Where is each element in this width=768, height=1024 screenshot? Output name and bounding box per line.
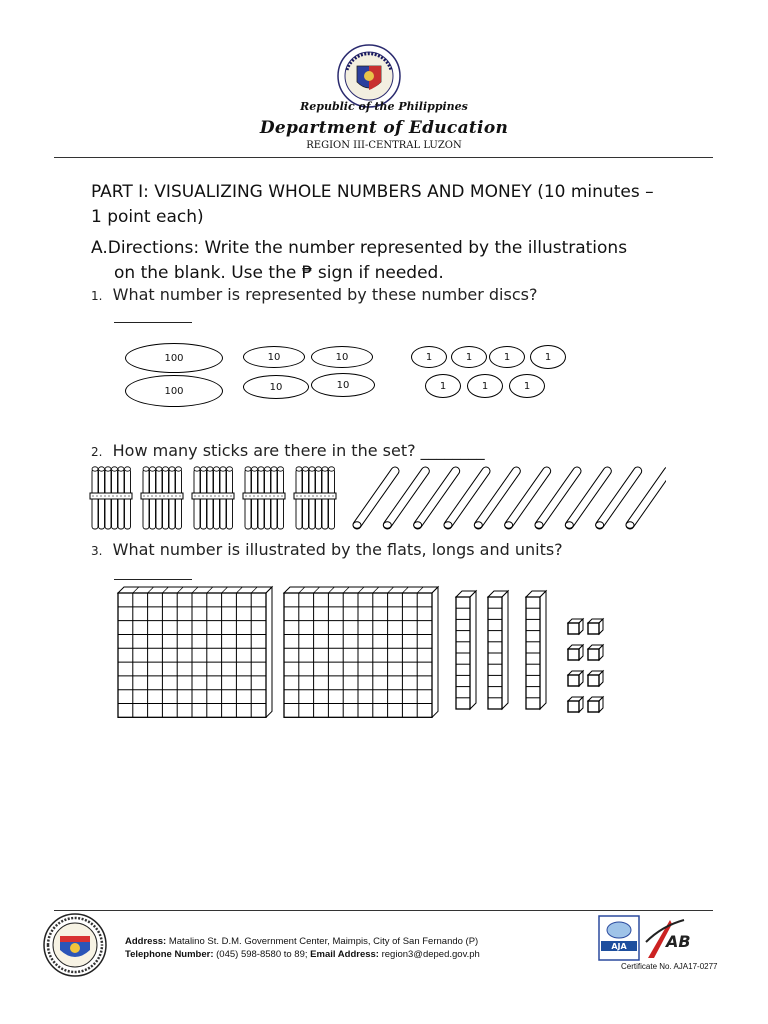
directions-label: A. <box>91 238 108 258</box>
footer-address-line <box>125 936 478 947</box>
ten-disc: 10 <box>243 346 305 368</box>
question-text: What number is illustrated by the flats, longs and units? <box>112 540 563 559</box>
footer-divider <box>54 910 713 911</box>
phone-label: Telephone Number: <box>125 949 214 960</box>
stick-bundle <box>192 467 234 529</box>
one-disc: 1 <box>425 374 461 398</box>
deped-seal-logo <box>337 44 401 108</box>
base-ten-blocks-illustration <box>110 583 630 718</box>
question-text: What number is represented by these number discs? <box>112 285 538 304</box>
one-disc: 1 <box>489 346 525 368</box>
header-divider <box>54 157 713 158</box>
question-number: 2. <box>91 445 103 459</box>
ten-disc: 10 <box>243 375 309 399</box>
flat-block <box>284 587 438 717</box>
unit-cube <box>568 697 583 712</box>
one-disc: 1 <box>411 346 447 368</box>
sticks-illustration <box>86 463 666 535</box>
stick-bundle <box>141 467 183 529</box>
question-text: How many sticks are there in the set? ________ <box>112 441 485 460</box>
directions-line-1 <box>91 236 627 261</box>
email-label: Email Address: <box>310 949 379 960</box>
question-number: 3. <box>91 544 103 558</box>
answer-blank-3[interactable] <box>114 579 192 580</box>
unit-cube <box>588 619 603 634</box>
aja-mark: AJA <box>611 942 627 951</box>
question-3 <box>91 540 563 559</box>
certification-logo <box>598 914 714 964</box>
hundred-disc: 100 <box>125 375 223 407</box>
region-heading: REGION III-CENTRAL LUZON <box>306 140 462 151</box>
one-disc: 1 <box>530 345 566 369</box>
footer-contact-line <box>125 949 480 960</box>
part-title: PART I: VISUALIZING WHOLE NUMBERS AND MONEY (10 minutes – 1 point each) <box>91 182 654 227</box>
unit-cube <box>568 619 583 634</box>
question-2 <box>91 441 485 460</box>
address-label: Address: <box>125 936 167 947</box>
address-value: Matalino St. D.M. Government Center, Maimpis, City of San Fernando (P) <box>168 936 479 947</box>
philippines-seal-logo <box>42 912 108 978</box>
answer-blank-1[interactable] <box>114 322 192 323</box>
ab-mark: AB <box>666 932 691 951</box>
email-value: region3@deped.gov.ph <box>381 949 480 960</box>
one-disc: 1 <box>467 374 503 398</box>
stick-bundle <box>243 467 285 529</box>
stick-bundle <box>294 467 336 529</box>
flat-block <box>118 587 272 717</box>
stick-bundle <box>90 467 132 529</box>
unit-cube <box>568 671 583 686</box>
long-block <box>526 591 546 709</box>
ten-disc: 10 <box>311 346 373 368</box>
question-1 <box>91 285 537 304</box>
unit-cube <box>588 645 603 660</box>
long-block <box>488 591 508 709</box>
department-heading: Department of Education <box>259 118 509 138</box>
hundred-disc: 100 <box>125 343 223 373</box>
directions-text-1: Directions: Write the number represented by the illustrations <box>107 238 628 258</box>
certificate-number: Certificate No. AJA17-0277 <box>621 962 718 971</box>
unit-cube <box>588 697 603 712</box>
one-disc: 1 <box>509 374 545 398</box>
one-disc: 1 <box>451 346 487 368</box>
directions-line-2: on the blank. Use the ₱ sign if needed. <box>114 263 444 283</box>
unit-cube <box>588 671 603 686</box>
republic-heading: Republic of the Philippines <box>300 100 468 113</box>
phone-value: (045) 598-8580 to 89; <box>216 949 308 960</box>
ten-disc: 10 <box>311 373 375 397</box>
question-number: 1. <box>91 289 103 303</box>
unit-cube <box>568 645 583 660</box>
long-block <box>456 591 476 709</box>
